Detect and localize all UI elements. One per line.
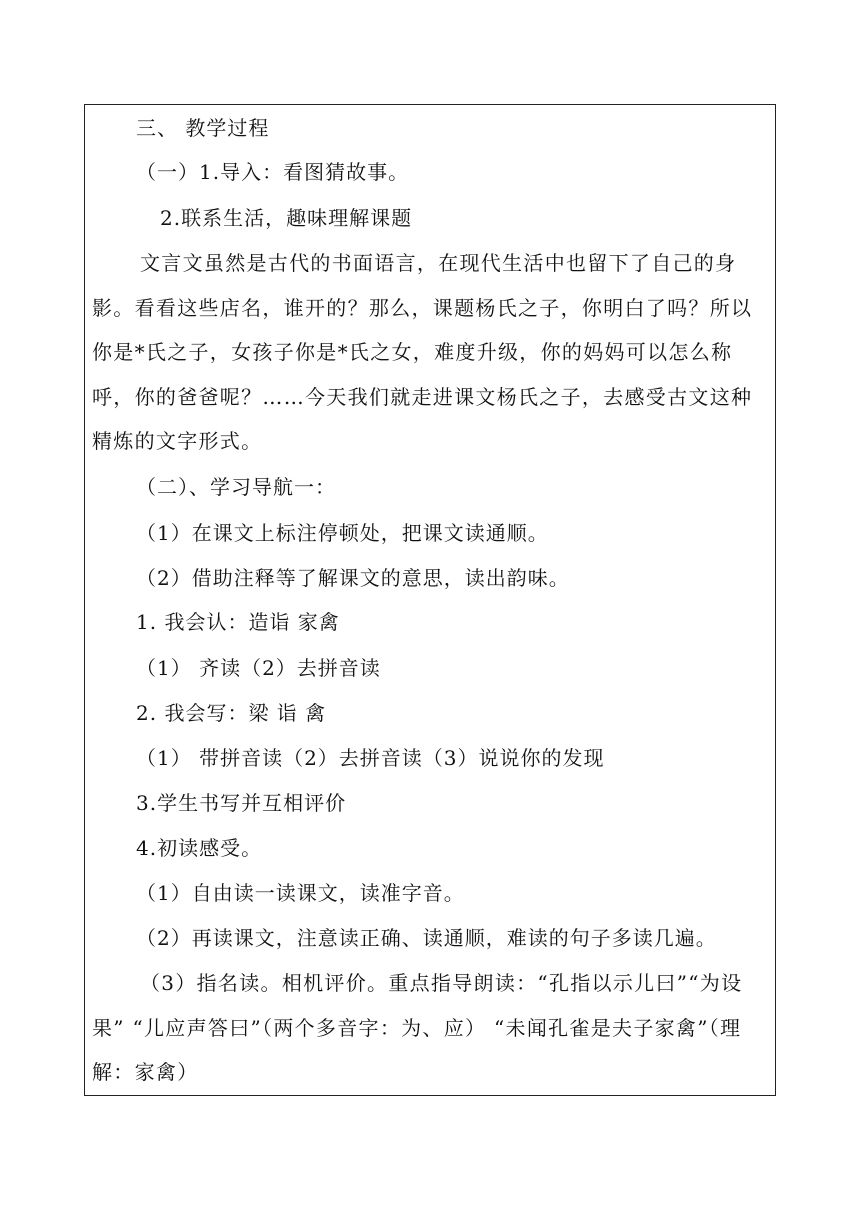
lead-line-2: 2.联系生活，趣味理解课题 [160,206,413,230]
item-4: 4.初读感受。 [136,836,263,860]
intro-paragraph [92,241,772,464]
nav-title: （二）、学习导航一： [136,475,336,499]
item-2-sub: （1） 带拼音读（2）去拼音读（3）说说你的发现 [136,746,605,770]
item-3: 3.学生书写并互相评价 [136,791,347,815]
intro-paragraph-text: 文言文虽然是古代的书面语言，在现代生活中也留下了自己的身影。看看这些店名，谁开的？那么，课题杨氏之子，你明白了吗？所以你是*氏之子，女孩子你是*氏之女，难度升级，你的妈妈可以怎么称呼，你的爸爸呢？……今天我们就走进课文杨氏之子，去感受古文这种精炼的文字形式。 [92,251,753,453]
item-4-sub-2: （2）再读课文，注意读正确、读通顺，难读的句子多读几遍。 [136,926,717,950]
item-1: 1. 我会认：造诣 家禽 [136,610,340,634]
nav-step-1: （1）在课文上标注停顿处，把课文读通顺。 [136,521,549,545]
item-4-sub-3-text: （3）指名读。相机评价。重点指导朗读：“孔指以示儿曰”“为设果” “儿应声答曰”（两个多音字：为、应） “未闻孔雀是夫子家禽”（理解：家禽） [92,971,743,1084]
nav-step-2: （2）借助注释等了解课文的意思，读出韵味。 [136,566,570,590]
item-4-sub-3 [92,961,772,1095]
item-4-sub-1: （1）自由读一读课文，读准字音。 [136,881,465,905]
item-1-sub: （1） 齐读（2）去拼音读 [136,656,381,680]
item-2: 2. 我会写：梁 诣 禽 [136,701,327,725]
section-title: 三、 教学过程 [136,116,270,140]
lead-line-1: （一）1.导入：看图猜故事。 [136,160,410,184]
